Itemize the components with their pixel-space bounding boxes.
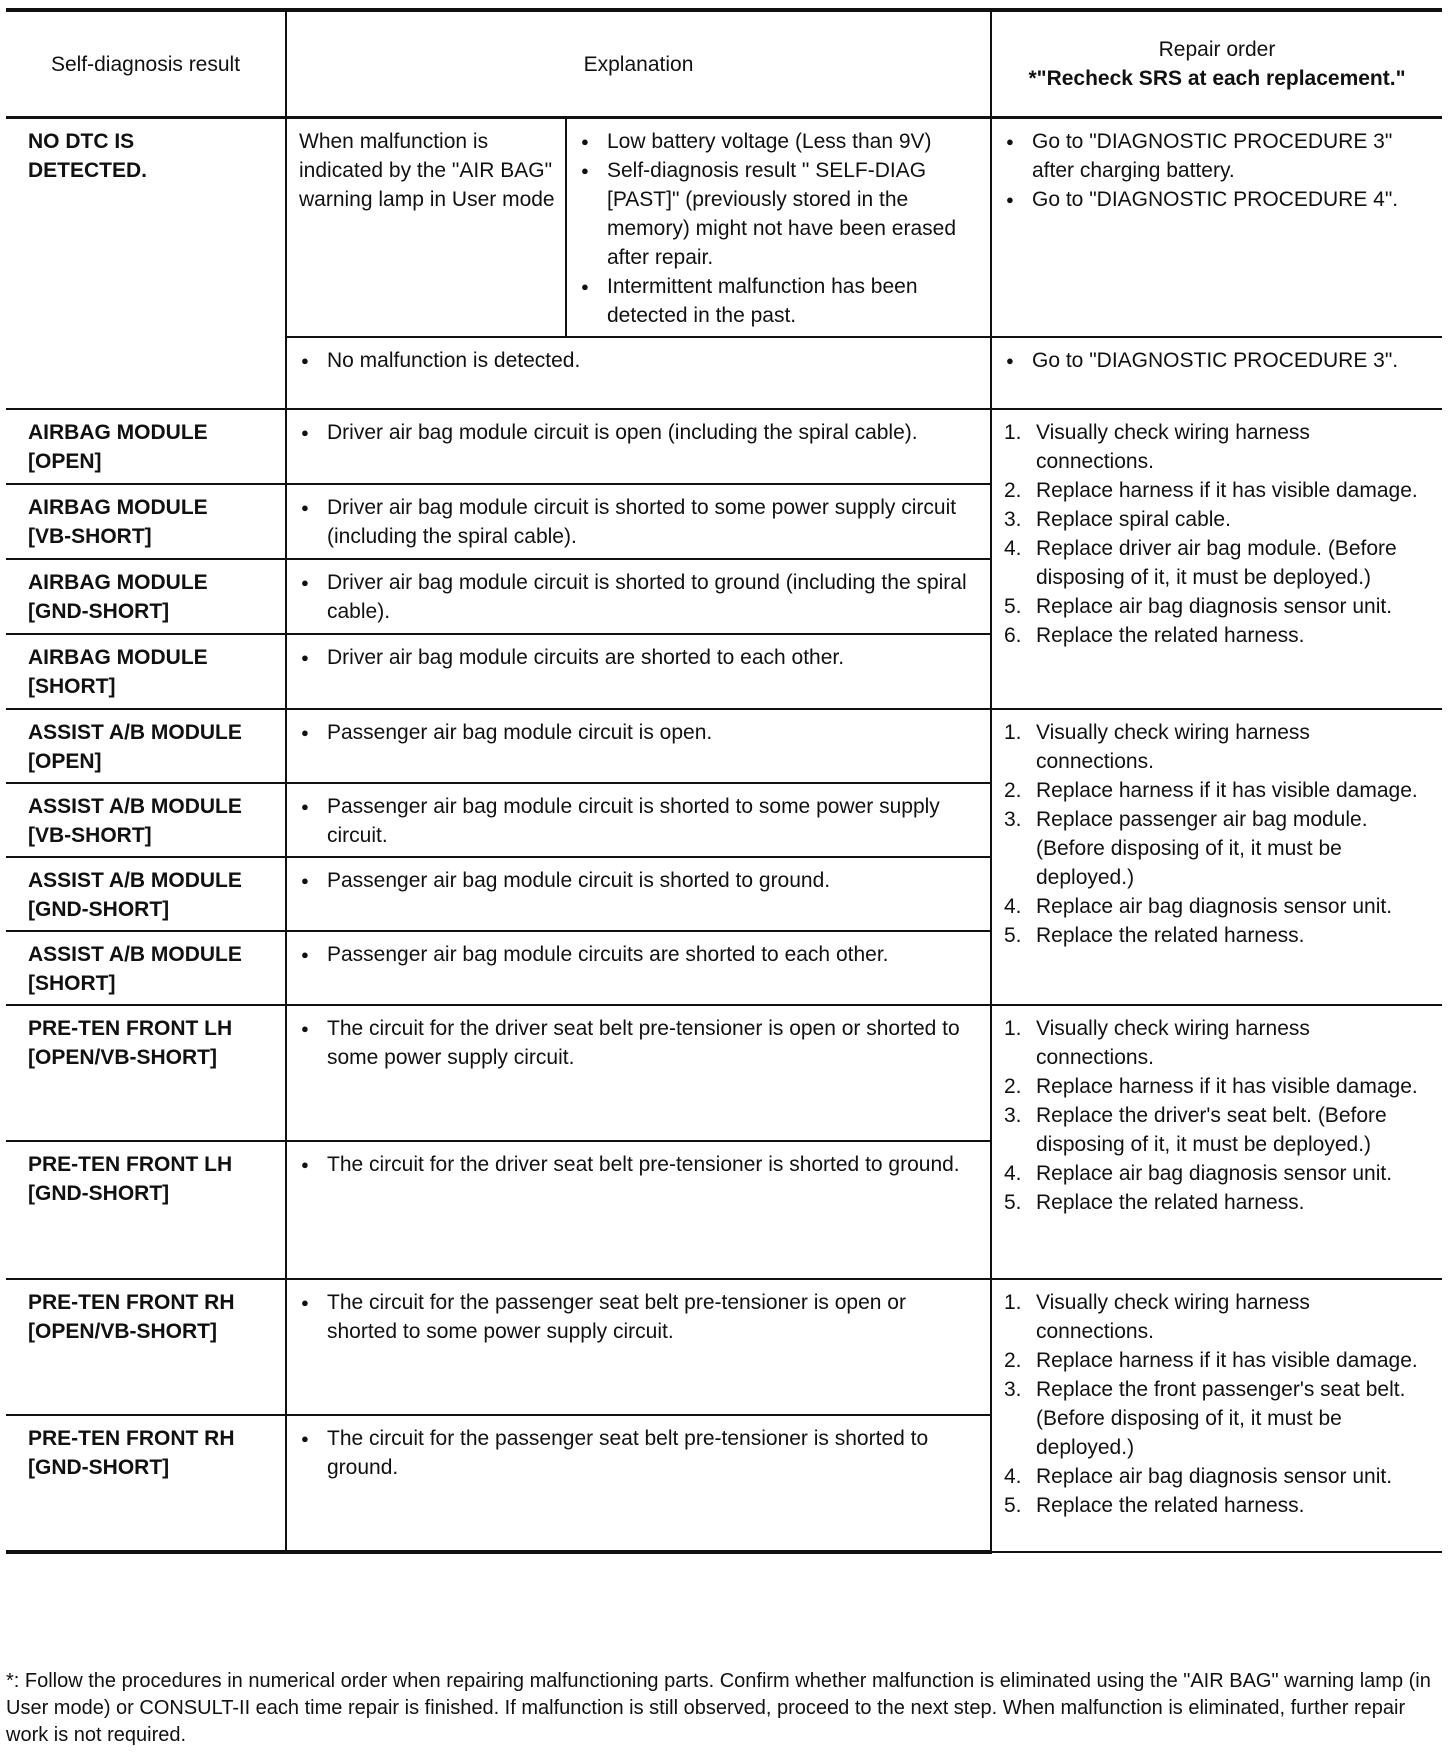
- result-line: AIRBAG MODULE: [28, 646, 208, 669]
- result-cell: [6, 1141, 286, 1279]
- result-line: [GND-SHORT]: [28, 898, 170, 921]
- result-cell: [6, 1415, 286, 1552]
- result-line: PRE-TEN FRONT LH: [28, 1017, 233, 1040]
- repair-step-text: Replace air bag diagnosis sensor unit.: [1036, 895, 1393, 918]
- repair-step-text: Replace air bag diagnosis sensor unit.: [1036, 1162, 1393, 1185]
- result-cell: [6, 484, 286, 559]
- repair-step: [1004, 776, 1432, 805]
- header-repair-order-title: Repair order: [1158, 38, 1276, 61]
- bullet-item: ● Driver air bag module circuits are shorted to each other.: [299, 643, 980, 672]
- result-cell: [6, 1279, 286, 1415]
- bullet-item: ● Go to "DIAGNOSTIC PROCEDURE 3" after charging battery.: [1004, 127, 1432, 185]
- repair-step: [1004, 1159, 1432, 1188]
- result-line: AIRBAG MODULE: [28, 496, 208, 519]
- bullet-item: ● Driver air bag module circuit is open (including the spiral cable).: [299, 418, 980, 447]
- result-line: [OPEN/VB-SHORT]: [28, 1320, 217, 1343]
- result-line: [SHORT]: [28, 972, 116, 995]
- explanation-cell: [286, 559, 991, 634]
- repair-step-number: 4.: [1004, 1465, 1022, 1488]
- repair-step-text: Replace air bag diagnosis sensor unit.: [1036, 595, 1393, 618]
- bullet-item: ● Self-diagnosis result " SELF-DIAG [PAST]" (previously stored in the memory) might not have been erased after repair.: [579, 156, 980, 272]
- explanation-condition-cell: When malfunction is indicated by the "AIR BAG" warning lamp in User mode: [286, 118, 566, 338]
- repair-steps-cell: [991, 409, 1442, 709]
- header-repair-order: [991, 10, 1442, 118]
- result-cell: [6, 1005, 286, 1141]
- repair-step-number: 6.: [1004, 624, 1022, 647]
- bullet-item: ● Passenger air bag module circuit is open.: [299, 718, 980, 747]
- result-line: ASSIST A/B MODULE: [28, 721, 242, 744]
- self-diagnosis-table: [6, 8, 1442, 1554]
- repair-cell: [991, 118, 1442, 338]
- explanation-cell: [286, 634, 991, 709]
- result-line: AIRBAG MODULE: [28, 571, 208, 594]
- bullet-item: ● Go to "DIAGNOSTIC PROCEDURE 3".: [1004, 346, 1432, 375]
- explanation-cell: [286, 337, 991, 409]
- repair-step: [1004, 1375, 1432, 1462]
- repair-step: [1004, 718, 1432, 776]
- repair-step-text: Replace the related harness.: [1036, 1494, 1305, 1517]
- repair-step-text: Replace spiral cable.: [1036, 508, 1231, 531]
- bullet-item: ● The circuit for the passenger seat belt pre-tensioner is open or shorted to some power supply circuit.: [299, 1288, 980, 1346]
- repair-steps-cell: [991, 1279, 1442, 1552]
- bullet-item: ● The circuit for the driver seat belt pre-tensioner is shorted to ground.: [299, 1150, 980, 1179]
- repair-step-text: Replace the front passenger's seat belt. (Before disposing of it, it must be deployed.): [1036, 1378, 1406, 1459]
- repair-step-number: 2.: [1004, 1075, 1022, 1098]
- table-row: [6, 118, 1442, 338]
- repair-step-number: 2.: [1004, 779, 1022, 802]
- repair-step: [1004, 418, 1432, 476]
- result-line: [VB-SHORT]: [28, 525, 152, 548]
- result-cell: [6, 931, 286, 1005]
- repair-step-number: 3.: [1004, 808, 1022, 831]
- repair-step-text: Replace air bag diagnosis sensor unit.: [1036, 1465, 1393, 1488]
- result-line: [OPEN]: [28, 750, 102, 773]
- explanation-cell: [286, 857, 991, 931]
- bullet-item: ● Passenger air bag module circuits are shorted to each other.: [299, 940, 980, 969]
- repair-step-number: 5.: [1004, 595, 1022, 618]
- repair-step-text: Replace harness if it has visible damage.: [1036, 1075, 1418, 1098]
- repair-step-number: 5.: [1004, 1494, 1022, 1517]
- header-explanation: Explanation: [286, 10, 991, 118]
- repair-step: [1004, 505, 1432, 534]
- bullet-item: ● Passenger air bag module circuit is shorted to ground.: [299, 866, 980, 895]
- repair-step-text: Replace the related harness.: [1036, 624, 1305, 647]
- explanation-cell: [286, 1279, 991, 1415]
- result-cell: [6, 118, 286, 410]
- result-line: DETECTED.: [28, 159, 148, 182]
- result-line: [VB-SHORT]: [28, 824, 152, 847]
- repair-step: [1004, 1491, 1432, 1520]
- table-row: [6, 1279, 1442, 1415]
- repair-step-number: 3.: [1004, 508, 1022, 531]
- repair-step: [1004, 892, 1432, 921]
- result-line: PRE-TEN FRONT RH: [28, 1427, 235, 1450]
- repair-step-text: Replace harness if it has visible damage.: [1036, 479, 1418, 502]
- result-line: [GND-SHORT]: [28, 1182, 170, 1205]
- repair-step-number: 4.: [1004, 1162, 1022, 1185]
- repair-step: [1004, 1101, 1432, 1159]
- result-line: PRE-TEN FRONT RH: [28, 1291, 235, 1314]
- result-line: NO DTC IS: [28, 130, 135, 153]
- bullet-item: ● No malfunction is detected.: [299, 346, 980, 375]
- repair-step-number: 1.: [1004, 721, 1022, 744]
- repair-step-number: 2.: [1004, 479, 1022, 502]
- repair-step: [1004, 1288, 1432, 1346]
- result-line: ASSIST A/B MODULE: [28, 943, 242, 966]
- header-repair-order-note: *"Recheck SRS at each replacement.": [1028, 67, 1406, 90]
- repair-step: [1004, 1346, 1432, 1375]
- result-cell: [6, 857, 286, 931]
- repair-steps-cell: [991, 709, 1442, 1005]
- repair-step: [1004, 592, 1432, 621]
- bullet-item: ● Driver air bag module circuit is shorted to some power supply circuit (including the spiral cable).: [299, 493, 980, 551]
- repair-step: [1004, 805, 1432, 892]
- repair-cell: [991, 337, 1442, 409]
- result-cell: [6, 634, 286, 709]
- bullet-item: ● Low battery voltage (Less than 9V): [579, 127, 980, 156]
- explanation-cell: [286, 1141, 991, 1279]
- explanation-cell: [566, 118, 991, 338]
- explanation-cell: [286, 1005, 991, 1141]
- repair-step-number: 3.: [1004, 1104, 1022, 1127]
- result-line: [SHORT]: [28, 675, 116, 698]
- explanation-cell: [286, 1415, 991, 1552]
- repair-step: [1004, 1072, 1432, 1101]
- table-row: [6, 409, 1442, 484]
- repair-step-text: Replace harness if it has visible damage.: [1036, 1349, 1418, 1372]
- result-cell: [6, 559, 286, 634]
- repair-step-text: Replace harness if it has visible damage.: [1036, 779, 1418, 802]
- repair-step-text: Replace driver air bag module. (Before disposing of it, it must be deployed.): [1036, 537, 1397, 589]
- result-cell: [6, 409, 286, 484]
- bullet-item: ● The circuit for the passenger seat belt pre-tensioner is shorted to ground.: [299, 1424, 980, 1482]
- table-header-row: [6, 10, 1442, 118]
- repair-step-text: Replace passenger air bag module. (Before disposing of it, it must be deployed.): [1036, 808, 1368, 889]
- repair-step: [1004, 1014, 1432, 1072]
- header-self-diagnosis-result: Self-diagnosis result: [6, 10, 286, 118]
- table-row: [6, 1005, 1442, 1141]
- result-line: ASSIST A/B MODULE: [28, 795, 242, 818]
- repair-step-number: 1.: [1004, 1017, 1022, 1040]
- repair-step-number: 3.: [1004, 1378, 1022, 1401]
- repair-step-text: Replace the related harness.: [1036, 924, 1305, 947]
- repair-step-number: 1.: [1004, 421, 1022, 444]
- result-line: PRE-TEN FRONT LH: [28, 1153, 233, 1176]
- repair-step: [1004, 921, 1432, 950]
- repair-step-text: Visually check wiring harness connections.: [1036, 1017, 1310, 1069]
- repair-step-text: Visually check wiring harness connections.: [1036, 1291, 1310, 1343]
- result-cell: [6, 709, 286, 783]
- repair-step-text: Visually check wiring harness connections.: [1036, 721, 1310, 773]
- repair-step-text: Replace the related harness.: [1036, 1191, 1305, 1214]
- repair-step-number: 5.: [1004, 924, 1022, 947]
- repair-step: [1004, 1462, 1432, 1491]
- result-line: ASSIST A/B MODULE: [28, 869, 242, 892]
- explanation-cell: [286, 484, 991, 559]
- result-cell: [6, 783, 286, 857]
- result-line: [OPEN]: [28, 450, 102, 473]
- result-line: [GND-SHORT]: [28, 600, 170, 623]
- repair-step-number: 4.: [1004, 895, 1022, 918]
- bullet-item: ● Driver air bag module circuit is shorted to ground (including the spiral cable).: [299, 568, 980, 626]
- bullet-item: ● Passenger air bag module circuit is shorted to some power supply circuit.: [299, 792, 980, 850]
- repair-step-number: 4.: [1004, 537, 1022, 560]
- repair-step-number: 1.: [1004, 1291, 1022, 1314]
- footnote: *: Follow the procedures in numerical order when repairing malfunctioning parts. Confirm whether malfunction is eliminated using the "AIR BAG" warning lamp (in User mode) or CONSULT-II each time repair is finished. If malfunction is still observed, proceed to the next step. When malfunction is eliminated, further repair work is not required.: [6, 1670, 1431, 1746]
- repair-step: [1004, 534, 1432, 592]
- repair-step-number: 2.: [1004, 1349, 1022, 1372]
- repair-step-text: Visually check wiring harness connections.: [1036, 421, 1310, 473]
- explanation-cell: [286, 709, 991, 783]
- repair-step-number: 5.: [1004, 1191, 1022, 1214]
- repair-step-text: Replace the driver's seat belt. (Before disposing of it, it must be deployed.): [1036, 1104, 1387, 1156]
- bullet-item: ● The circuit for the driver seat belt pre-tensioner is open or shorted to some power supply circuit.: [299, 1014, 980, 1072]
- repair-step: [1004, 621, 1432, 650]
- table-row: [6, 709, 1442, 783]
- result-line: [GND-SHORT]: [28, 1456, 170, 1479]
- repair-steps-cell: [991, 1005, 1442, 1279]
- bullet-item: ● Go to "DIAGNOSTIC PROCEDURE 4".: [1004, 185, 1432, 214]
- explanation-cell: [286, 783, 991, 857]
- bullet-item: ● Intermittent malfunction has been detected in the past.: [579, 272, 980, 330]
- result-line: [OPEN/VB-SHORT]: [28, 1046, 217, 1069]
- explanation-cell: [286, 409, 991, 484]
- result-line: AIRBAG MODULE: [28, 421, 208, 444]
- repair-step: [1004, 1188, 1432, 1217]
- repair-step: [1004, 476, 1432, 505]
- explanation-cell: [286, 931, 991, 1005]
